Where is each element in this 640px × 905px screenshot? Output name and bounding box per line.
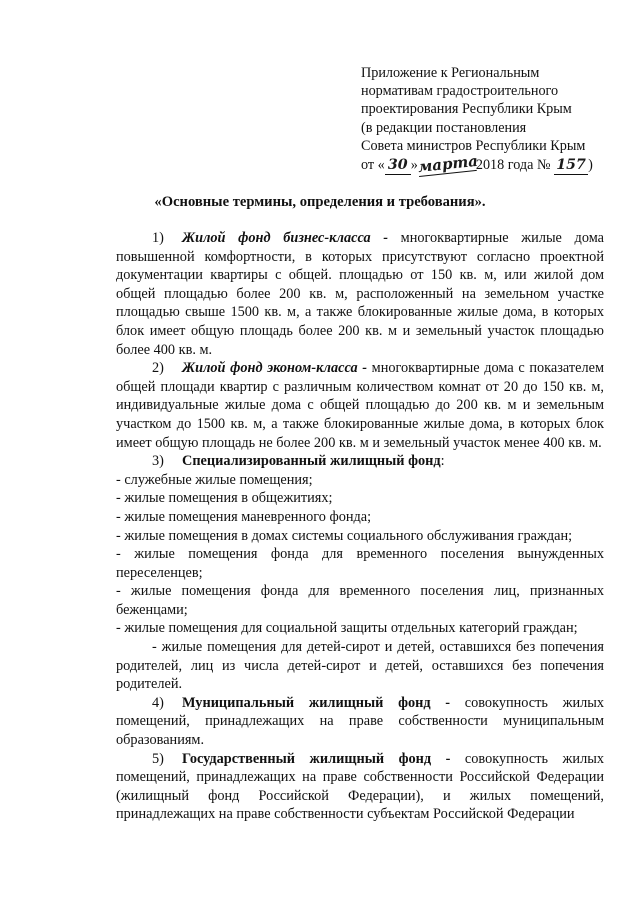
definition-item	[116, 750, 604, 824]
item-text: :	[440, 453, 445, 470]
date-prefix: от «	[361, 157, 385, 174]
item-text: совокупность жилых помещений, принадлежащих на праве собственности муниципальным образованиям.	[116, 694, 604, 749]
handwritten-month: марта	[416, 151, 479, 177]
appendix-line: (в редакции постановления	[361, 119, 527, 136]
item-term: Жилой фонд бизнес-класса -	[182, 230, 389, 246]
definition-item	[116, 694, 604, 750]
item-term: Государственный жилищный фонд -	[182, 750, 451, 767]
item-number: 2)	[152, 360, 164, 377]
item-text: многоквартирные дома с показателем общей площади квартир с различным количеством комнат от 20 до 150 кв. м, индивидуальные жилые дома с общей площадью до 200 кв. м и земельным участком до 1500 кв. м, а также блокированные жилые дома, в которых блок имеет общую площадь не более 200 кв. м и земельный участок менее 400 кв. м.	[116, 360, 604, 451]
appendix-line: Совета министров Республики Крым	[361, 137, 586, 154]
definition-item	[116, 229, 604, 359]
appendix-date-line	[361, 151, 621, 177]
item-term: Жилой фонд эконом-класса -	[182, 360, 368, 377]
handwritten-day: 30	[385, 156, 411, 175]
appendix-note	[361, 64, 621, 175]
list-item: - жилые помещения фонда для временного поселения вынужденных переселенцев;	[116, 546, 604, 581]
item-number: 4)	[152, 694, 164, 711]
handwritten-number: 157	[554, 156, 588, 175]
list-item: - жилые помещения в домах системы социального обслуживания граждан;	[116, 527, 573, 544]
appendix-line: проектирования Республики Крым	[361, 101, 572, 118]
item-text: многоквартирные жилые дома повышенной комфортности, в которых присутствуют согласно проектной документации квартиры с общей. площадью от 150 кв. м, или жилой дом общей площадью более 200 кв. м, расположенный на земельном участке площадью свыше 1500 кв. м, а также блокированные жилые дома, в которых блок имеет общую площадь более 200 кв. м и земельный участок площадью более 400 кв. м.	[116, 230, 605, 358]
item-term: Муниципальный жилищный фонд -	[182, 694, 451, 711]
list-item: - жилые помещения для социальной защиты отдельных категорий граждан;	[116, 620, 578, 637]
item-text: совокупность жилых помещений, принадлежащих на праве собственности Российской Федерации (жилищный фонд Российской Федерации), и жилых помещений, принадлежащих на праве собственности субъектам Российской Федерации	[116, 750, 604, 823]
definition-item	[116, 359, 604, 452]
item-number: 3)	[152, 453, 164, 470]
section-title: «Основные термины, определения и требования».	[154, 194, 486, 210]
date-year: 2018 года №	[475, 157, 551, 174]
item-number: 5)	[152, 750, 164, 767]
list-item: - жилые помещения фонда для временного поселения лиц, признанных беженцами;	[116, 583, 604, 618]
item-number: 1)	[152, 230, 164, 246]
definition-item	[116, 452, 604, 471]
list-item: - жилые помещения маневренного фонда;	[116, 508, 372, 525]
appendix-line: Приложение к Региональным	[361, 65, 540, 81]
appendix-line: нормативам градостроительного	[361, 83, 559, 100]
date-suffix: )	[588, 157, 593, 174]
list-item: - жилые помещения в общежитиях;	[116, 490, 333, 507]
list-item: - служебные жилые помещения;	[116, 471, 313, 488]
document-body	[116, 229, 604, 824]
list-item: - жилые помещения для детей-сирот и детей, оставшихся без попечения родителей, лиц из числа детей-сирот и детей, оставшихся без попечения родителей.	[116, 639, 604, 693]
date-mid: »	[410, 157, 418, 174]
item-term: Специализированный жилищный фонд	[182, 453, 441, 470]
